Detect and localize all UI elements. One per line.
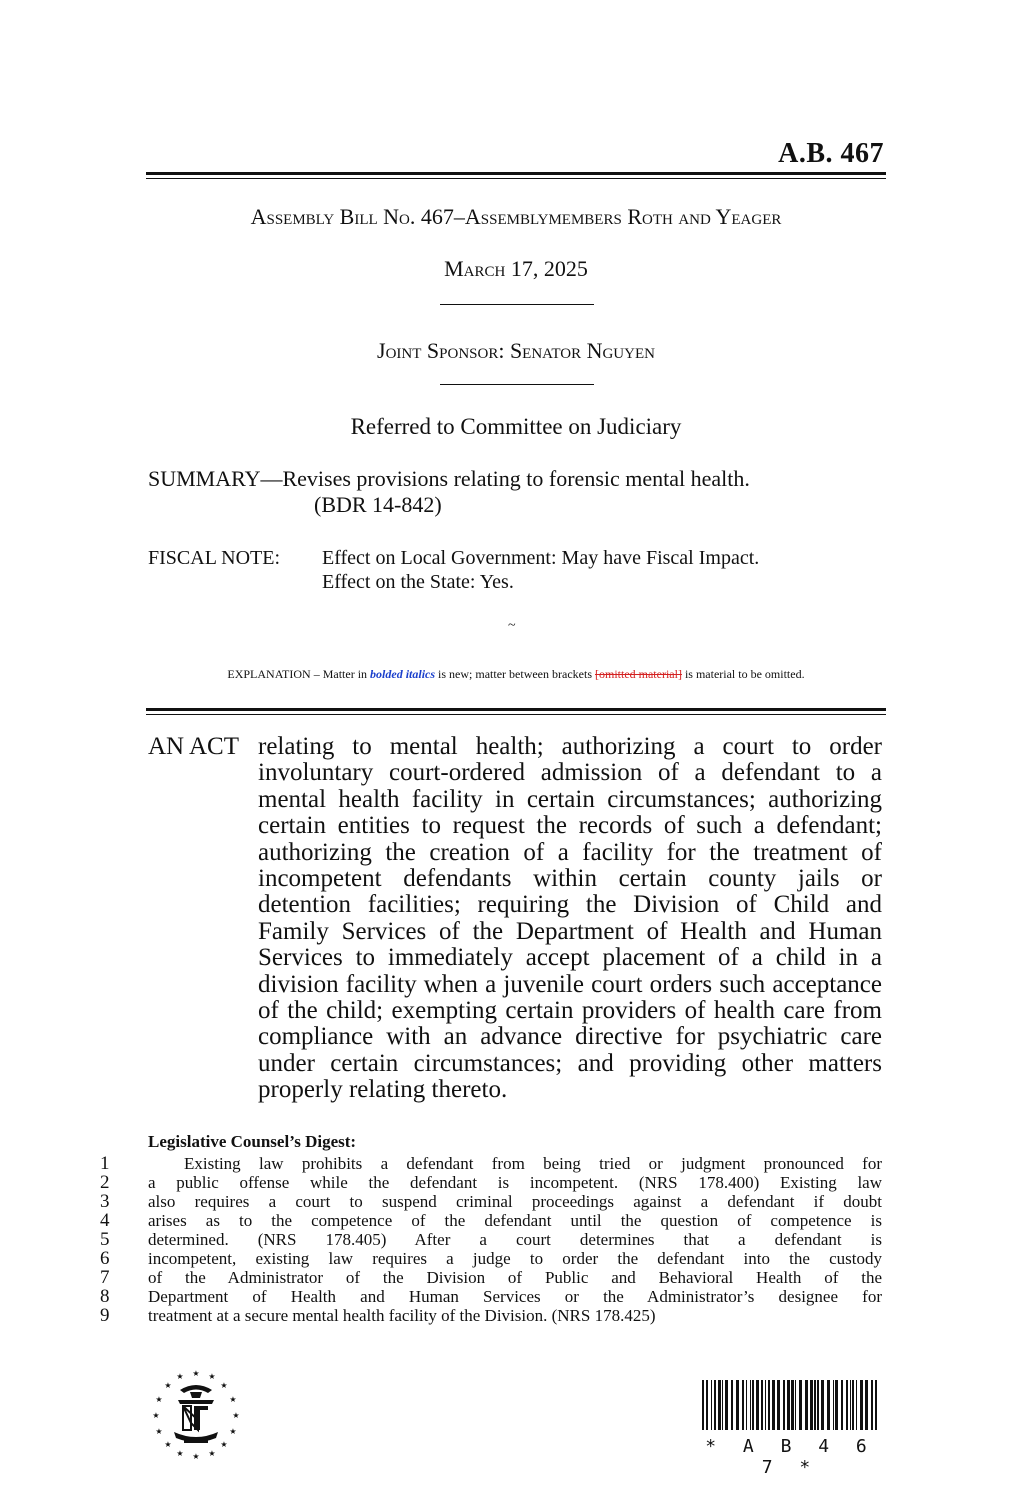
barcode-bar — [817, 1380, 819, 1430]
barcode-bar — [783, 1380, 785, 1430]
svg-text:★: ★ — [155, 1395, 163, 1404]
barcode-bar — [852, 1380, 854, 1430]
separator-rule — [440, 304, 594, 305]
barcode-bar — [761, 1380, 763, 1430]
barcode-bar — [768, 1380, 770, 1430]
barcode-bar — [742, 1380, 744, 1430]
svg-text:★: ★ — [208, 1372, 216, 1381]
barcode-bar — [787, 1380, 790, 1430]
barcode-bar — [814, 1380, 816, 1430]
barcode-bar — [799, 1380, 802, 1430]
digest-title: Legislative Counsel’s Digest: — [148, 1132, 357, 1151]
digest-line — [100, 1154, 882, 1173]
svg-text:★: ★ — [164, 1381, 172, 1390]
line-number: 1 — [100, 1153, 110, 1174]
line-number: 4 — [100, 1210, 110, 1231]
barcode-bar — [725, 1380, 728, 1430]
digest-line — [100, 1306, 882, 1325]
explanation-prefix: EXPLANATION – Matter in — [227, 667, 368, 681]
barcode-bar — [835, 1380, 838, 1430]
act-text: relating to mental health; authorizing a court to order involuntary court-ordered admission of a defendant to a mental health facility in certain circumstances; authorizing certain entities to request the records of such a defendant; authorizing the creation of a facility for the treatment of incompetent defendants within certain county jails or detention facilities; requiring the Division of Child and Family Services of the Department of Health and Human Services to immediately accept placement of a child in a division facility when a juvenile court orders such acceptance of the child; exempting certain providers of health care from compliance with an advance directive for psychiatric care under certain circumstances; and providing other matters properly relating thereto. — [258, 733, 882, 1104]
separator-rule — [440, 384, 594, 385]
explanation-middle: is new; matter between brackets — [438, 667, 592, 681]
line-text: incompetent, existing law requires a judge to order the defendant into the custody — [148, 1249, 882, 1268]
barcode — [700, 1380, 880, 1478]
summary-text: SUMMARY—Revises provisions relating to forensic mental health. — [148, 466, 750, 491]
digest-line — [100, 1211, 882, 1230]
line-number: 6 — [100, 1248, 110, 1269]
digest-line — [100, 1192, 882, 1211]
barcode-bar — [718, 1380, 721, 1430]
barcode-bar — [731, 1380, 733, 1430]
svg-text:★: ★ — [152, 1411, 160, 1420]
svg-text:★: ★ — [232, 1411, 240, 1420]
line-text: determined. (NRS 178.405) After a court determines that a defendant is — [148, 1230, 882, 1249]
svg-text:★: ★ — [155, 1427, 163, 1436]
new-matter-sample: bolded italics — [370, 667, 436, 681]
line-text: arises as to the competence of the defendant until the question of competence is — [148, 1211, 882, 1230]
barcode-bar — [846, 1380, 848, 1430]
barcode-bar — [750, 1380, 751, 1430]
digest-line — [100, 1287, 882, 1306]
svg-text:★: ★ — [176, 1372, 184, 1381]
barcode-bar — [702, 1380, 704, 1430]
barcode-bar — [827, 1380, 830, 1430]
digest-line — [100, 1230, 882, 1249]
joint-sponsor: Joint Sponsor: Senator Nguyen — [377, 338, 655, 363]
tilde-mark: ~ — [508, 618, 516, 633]
barcode-bar — [791, 1380, 794, 1430]
line-text: Existing law prohibits a defendant from being tried or judgment pronounced for — [184, 1154, 882, 1173]
barcode-bar — [756, 1380, 759, 1430]
barcode-bar — [765, 1380, 766, 1430]
state-seal-icon — [150, 1368, 242, 1460]
barcode-bar — [875, 1380, 877, 1430]
barcode-bar — [777, 1380, 780, 1430]
header-rule — [146, 172, 886, 175]
bdr-number: (BDR 14-842) — [314, 492, 442, 517]
line-number: 9 — [100, 1305, 110, 1326]
barcode-bar — [795, 1380, 796, 1430]
barcode-bar — [850, 1380, 851, 1430]
line-text: Department of Health and Human Services or the Administrator’s designee for — [148, 1287, 882, 1306]
svg-text:★: ★ — [220, 1440, 228, 1449]
barcode-bar — [871, 1380, 873, 1430]
bill-number: A.B. 467 — [778, 138, 884, 169]
explanation-line — [146, 667, 886, 682]
barcode-bar — [752, 1380, 754, 1430]
svg-text:★: ★ — [192, 1452, 200, 1460]
bill-summary — [148, 466, 888, 518]
line-text: of the Administrator of the Division of Public and Behavioral Health of the — [148, 1268, 882, 1287]
svg-text:★: ★ — [220, 1381, 228, 1390]
act-preamble — [148, 734, 882, 1104]
barcode-bar — [841, 1380, 843, 1430]
fiscal-label: FISCAL NOTE: — [148, 547, 281, 569]
barcode-bar — [856, 1380, 857, 1430]
barcode-bar — [711, 1380, 712, 1430]
line-number: 2 — [100, 1172, 110, 1193]
svg-text:★: ★ — [164, 1440, 172, 1449]
fiscal-local: Effect on Local Government: May have Fiscal Impact. — [322, 547, 760, 569]
digest-line — [100, 1249, 882, 1268]
line-number: 7 — [100, 1267, 110, 1288]
barcode-bar — [746, 1380, 747, 1430]
explanation-suffix: is material to be omitted. — [684, 667, 805, 681]
section-rule — [146, 708, 886, 711]
digest-line — [100, 1268, 882, 1287]
fiscal-note — [148, 546, 888, 594]
line-text: treatment at a secure mental health facility of the Division. (NRS 178.425) — [148, 1306, 656, 1325]
bill-title-line: Assembly Bill No. 467–Assemblymembers Roth and Yeager — [250, 204, 782, 229]
barcode-bar — [810, 1380, 813, 1430]
svg-text:★: ★ — [192, 1369, 200, 1378]
bill-date: March 17, 2025 — [444, 256, 588, 281]
barcode-bar — [833, 1380, 834, 1430]
barcode-bar — [736, 1380, 739, 1430]
act-lead: AN ACT — [148, 733, 239, 760]
barcode-bar — [714, 1380, 716, 1430]
barcode-bar — [860, 1380, 863, 1430]
line-number: 5 — [100, 1229, 110, 1250]
fiscal-state: Effect on the State: Yes. — [322, 571, 514, 593]
digest-body — [100, 1154, 882, 1325]
svg-text:★: ★ — [176, 1449, 184, 1458]
committee-referral: Referred to Committee on Judiciary — [350, 414, 682, 439]
barcode-bar — [865, 1380, 868, 1430]
digest-line — [100, 1173, 882, 1192]
svg-text:★: ★ — [229, 1395, 237, 1404]
barcode-bar — [706, 1380, 708, 1430]
line-text: a public offense while the defendant is incompetent. (NRS 178.400) Existing law — [148, 1173, 882, 1192]
line-text: also requires a court to suspend criminal proceedings against a defendant if doubt — [148, 1192, 882, 1211]
line-number: 8 — [100, 1286, 110, 1307]
barcode-bar — [805, 1380, 808, 1430]
svg-text:★: ★ — [208, 1449, 216, 1458]
omitted-matter-sample: [omitted material] — [594, 667, 682, 681]
barcode-bar — [722, 1380, 723, 1430]
barcode-bar — [821, 1380, 824, 1430]
barcode-text: * A B 4 6 7 * — [705, 1436, 875, 1478]
barcode-bars-icon — [700, 1380, 880, 1432]
barcode-bar — [772, 1380, 775, 1430]
svg-text:★: ★ — [229, 1427, 237, 1436]
line-number: 3 — [100, 1191, 110, 1212]
